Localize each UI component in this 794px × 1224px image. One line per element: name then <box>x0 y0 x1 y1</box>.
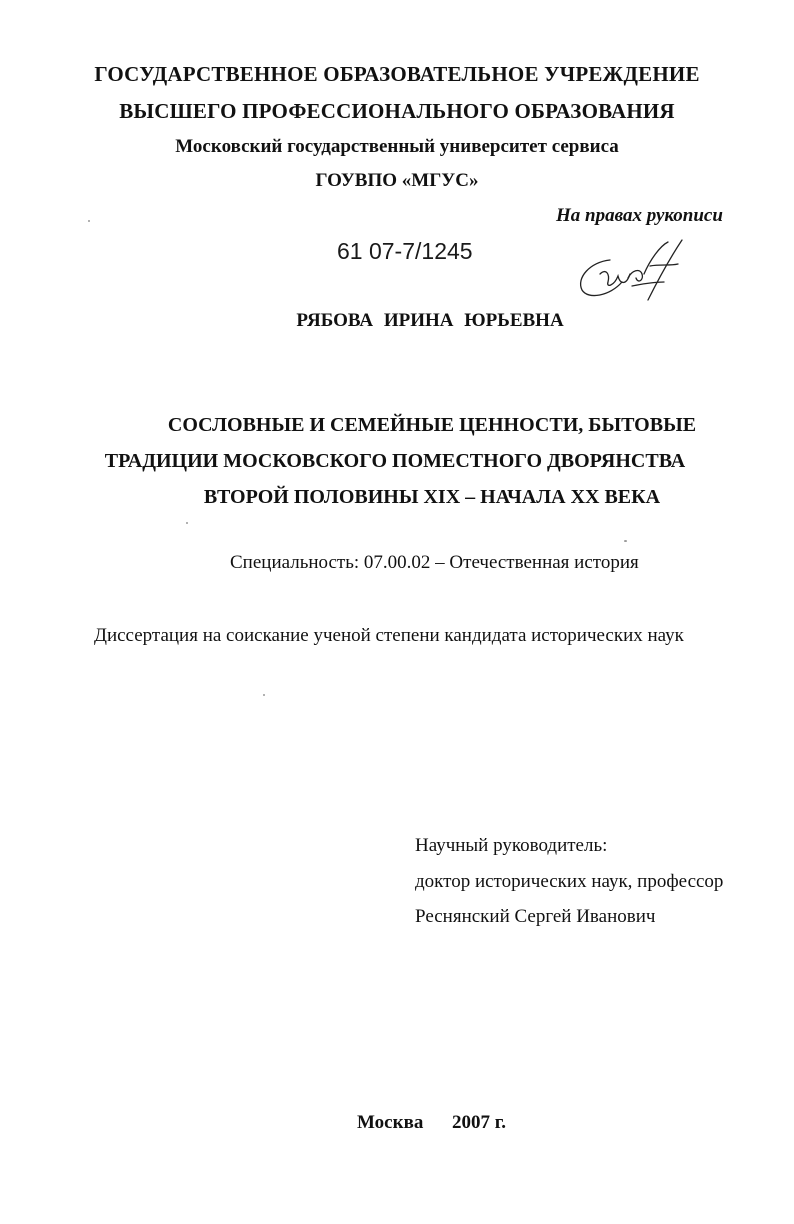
author-signature <box>570 238 692 310</box>
supervisor-degree: доктор исторических наук, профессор <box>415 871 724 892</box>
scan-speck <box>624 540 627 542</box>
university-name: Московский государственный университет сервиса <box>175 136 619 157</box>
speciality: Специальность: 07.00.02 – Отечественная история <box>230 552 639 573</box>
dissertation-title-line-2: ТРАДИЦИИ МОСКОВСКОГО ПОМЕСТНОГО ДВОРЯНСТВА <box>104 450 686 472</box>
institution-line-2: ВЫСШЕГО ПРОФЕССИОНАЛЬНОГО ОБРАЗОВАНИЯ <box>119 99 675 123</box>
author-name: РЯБОВА ИРИНА ЮРЬЕВНА <box>296 310 564 331</box>
manuscript-rights-note: На правах рукописи <box>556 205 723 226</box>
dissertation-title-line-3: ВТОРОЙ ПОЛОВИНЫ XIX – НАЧАЛА XX ВЕКА <box>203 486 661 508</box>
scan-speck <box>186 522 188 524</box>
institution-line-1: ГОСУДАРСТВЕННОЕ ОБРАЗОВАТЕЛЬНОЕ УЧРЕЖДЕНИЕ <box>94 62 700 86</box>
dissertation-title-line-1: СОСЛОВНЫЕ И СЕМЕЙНЫЕ ЦЕННОСТИ, БЫТОВЫЕ <box>167 414 697 436</box>
library-stamp-number: 61 07-7/1245 <box>337 238 473 264</box>
footer-year: 2007 г. <box>452 1112 506 1133</box>
footer-city: Москва <box>357 1112 424 1133</box>
supervisor-name: Реснянский Сергей Иванович <box>415 906 656 927</box>
dissertation-degree-note: Диссертация на соискание ученой степени кандидата исторических наук <box>94 625 684 646</box>
supervisor-label: Научный руководитель: <box>415 835 608 856</box>
scan-speck <box>88 220 90 222</box>
scan-speck <box>263 694 265 696</box>
university-abbreviation: ГОУВПО «МГУС» <box>315 170 479 191</box>
